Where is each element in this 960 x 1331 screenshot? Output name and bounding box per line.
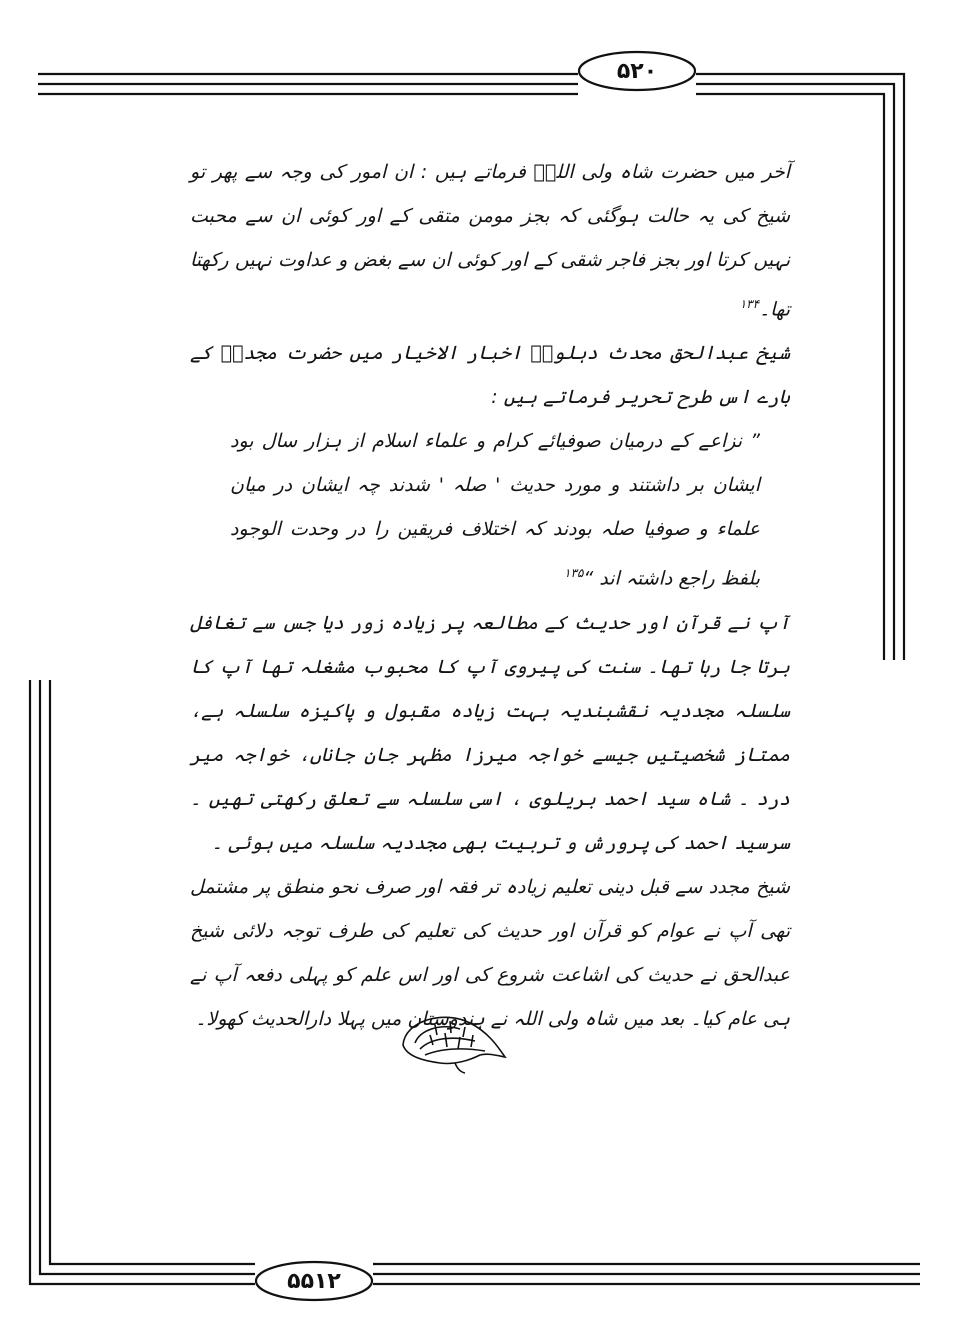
calligraphy-ornament-icon (395, 1005, 510, 1075)
paragraph-3: آپ نے قرآن اور حدیث کے مطالعہ پر زیادہ زور دیا جس سے تغافل برتا جا رہا تھا۔ سنت کی پیروی آپ کا محبوب مشغلہ تھا آپ کا سلسلہ مجددیہ نقشبندیہ بہت زیادہ مقبول و پاکیزہ سلسلہ ہے، ممتاز شخصیتیں جیسے خواجہ میرزا مظہر جان جاناں، خواجہ میر درد ۔ شاہ سید احمد بریلوی ، اسی سلسلہ سے تعلق رکھتی تھیں ۔ سرسید احمد کی پرورش و تربیت بھی مجددیہ سلسلہ میں ہوئی ۔ (190, 611, 790, 854)
page-number-top: ۵۲۰ (616, 58, 658, 84)
paragraph-1-text: آخر میں حضرت شاہ ولی اللہؒ فرماتے ہیں : ان امور کی وجہ سے پھر تو شیخ کی یہ حالت ہوگئی کہ بجز مومن متقی کے اور کوئی ان سے محبت نہیں کرتا اور بجز فاجر شقی کے اور کوئی ان سے بغض و عداوت نہیں رکھتا تھا۔ (190, 161, 790, 321)
page-number-bottom: ۵۵۱۲ (287, 1268, 341, 1294)
quote-text: ” نزاعے کے درمیان صوفیائے کرام و علماء اسلام از ہزار سال بود ایشان بر داشتند و مورد حدیث ' صلہ ' شدند چہ ایشان در میان علماء و صوفیا صلہ بودند کہ اختلاف فریقین را در وحدت الوجود بلفظ راجع داشتہ اند “ (230, 430, 760, 590)
footnote-135: ۱۳۵ (564, 566, 584, 581)
persian-quote (230, 419, 760, 600)
paragraph-2: شیخ عبدالحق محدث دہلویؒ اخبار الاخیار میں حضرت مجددؒ کے بارے اس طرح تحریر فرماتے ہیں : (190, 342, 790, 409)
paragraph-1 (190, 150, 790, 331)
paragraph-4: شیخ مجدد سے قبل دینی تعلیم زیادہ تر فقہ اور صرف نحو منطق پر مشتمل تھی آپ نے عوام کو قرآن اور حدیث کی تعلیم کی طرف توجہ دلائی شیخ عبدالحق نے حدیث کی اشاعت شروع کی اور اس علم کو پہلی دفعہ آپ نے ہی عام کیا۔ بعد میں شاہ ولی اللہ نے ہندوستان میں پہلا دارالحدیث کھولا۔ (190, 875, 790, 1030)
footnote-134: ۱۳۴ (739, 297, 760, 311)
main-text (190, 150, 790, 1041)
